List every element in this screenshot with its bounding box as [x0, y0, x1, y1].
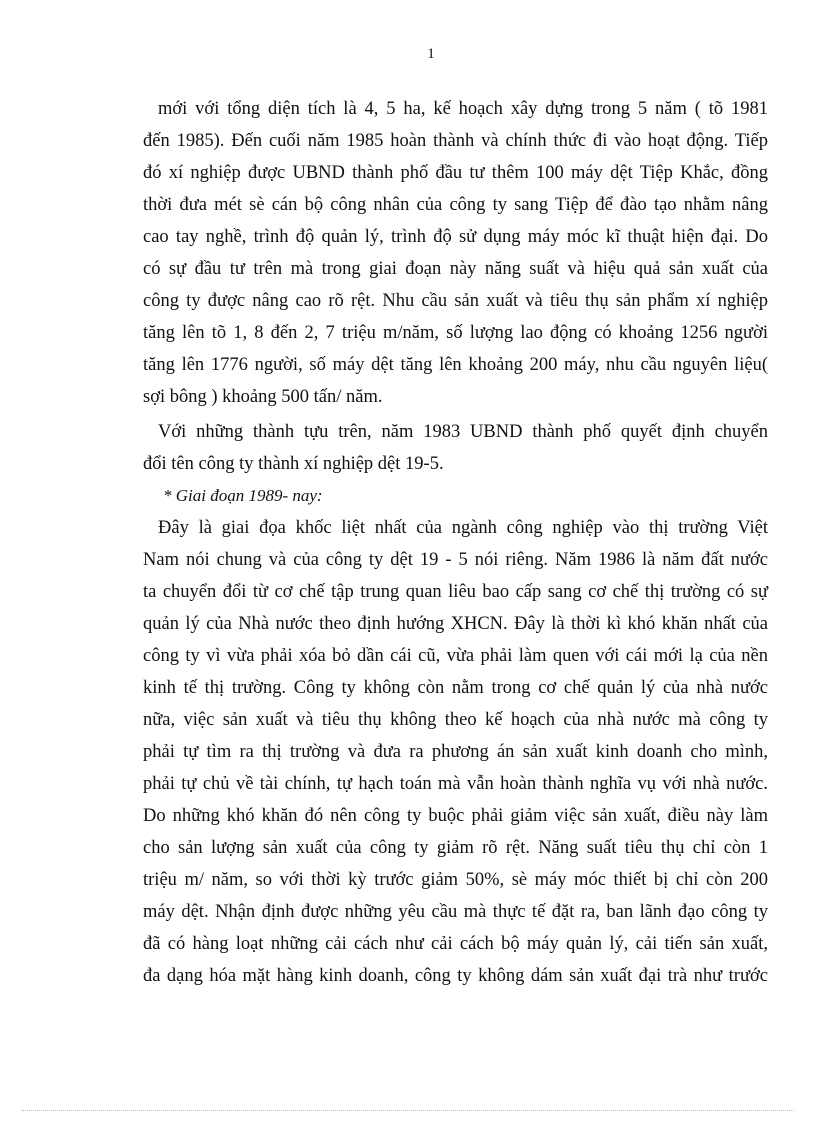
text-line: máy dệt. Nhận định được những yêu cầu mà thực tế đặt ra, ban lãnh đạo công ty [143, 902, 768, 922]
document-body [143, 93, 768, 992]
text-line: Nam nói chung và của công ty dệt 19 - 5 nói riêng. Năm 1986 là năm đất nước [143, 550, 768, 570]
text-line: Với những thành tựu trên, năm 1983 UBND thành phố quyết định chuyển [158, 422, 768, 442]
text-line: công ty được nâng cao rõ rệt. Nhu cầu sản xuất và tiêu thụ sản phẩm xí nghiệp [143, 291, 768, 311]
text-line: kinh tế thị trường. Công ty không còn nằm trong cơ chế quản lý của nhà nước [143, 678, 768, 698]
text-line: mới với tổng diện tích là 4, 5 ha, kế hoạch xây dựng trong 5 năm ( tõ 1981 [158, 99, 768, 119]
text-line: * Giai đoạn 1989- nay: [163, 486, 323, 505]
text-line: tăng lên 1776 người, số máy dệt tăng lên khoảng 200 máy, nhu cầu nguyên liệu( [143, 355, 768, 375]
paragraph [143, 93, 768, 413]
text-line: sợi bông ) khoảng 500 tấn/ năm. [143, 387, 383, 407]
text-line: công ty vì vừa phải xóa bỏ dần cái cũ, vừa phải làm quen với cái mới lạ của nền [143, 646, 768, 666]
page-bottom-divider [22, 1110, 794, 1111]
text-line: phải tự chủ về tài chính, tự hạch toán mà vẫn hoàn thành nghĩa vụ với nhà nước. [143, 774, 768, 794]
text-line: phải tự tìm ra thị trường và đưa ra phương án sản xuất kinh doanh cho mình, [143, 742, 768, 762]
text-line: Do những khó khăn đó nên công ty buộc phải giảm việc sản xuất, điều này làm [143, 806, 768, 826]
text-line: nữa, việc sản xuất và tiêu thụ không theo kế hoạch của nhà nước mà công ty [143, 710, 768, 730]
text-line: có sự đầu tư trên mà trong giai đoạn này năng suất và hiệu quả sản xuất của [143, 259, 768, 279]
text-line: cao tay nghề, trình độ quản lý, trình độ sử dụng máy móc kĩ thuật hiện đại. Do [143, 227, 768, 247]
text-line: quản lý của Nhà nước theo định hướng XHCN. Đây là thời kì khó khăn nhất của [143, 614, 768, 634]
paragraph [143, 512, 768, 992]
text-line: đổi tên công ty thành xí nghiệp dệt 19-5. [143, 454, 444, 474]
paragraph [143, 416, 768, 480]
text-line: đến 1985). Đến cuối năm 1985 hoàn thành và chính thức đi vào hoạt động. Tiếp [143, 131, 768, 151]
text-line: cho sản lượng sản xuất của công ty giảm rõ rệt. Năng suất tiêu thụ chỉ còn 1 [143, 838, 768, 858]
text-line: đó xí nghiệp được UBND thành phố đầu tư thêm 100 máy dệt Tiệp Khắc, đồng [143, 163, 768, 183]
text-line: đã có hàng loạt những cải cách như cải cách bộ máy quản lý, cải tiến sản xuất, [143, 934, 768, 954]
text-line: triệu m/ năm, so với thời kỳ trước giảm 50%, sè máy móc thiết bị chỉ còn 200 [143, 870, 768, 890]
page-number: 1 [427, 46, 435, 62]
text-line: đa dạng hóa mặt hàng kinh doanh, công ty không dám sản xuất đại trà như trước [143, 966, 768, 986]
text-line: ta chuyển đổi từ cơ chế tập trung quan liêu bao cấp sang cơ chế thị trường có sự [143, 582, 768, 602]
section-heading [143, 480, 768, 512]
text-line: thời đưa mét sè cán bộ công nhân của công ty sang Tiệp để đào tạo nhằm nâng [143, 195, 768, 215]
text-line: tăng lên tõ 1, 8 đến 2, 7 triệu m/năm, số lượng lao động có khoảng 1256 người [143, 323, 768, 343]
text-line: Đây là giai đọa khốc liệt nhất của ngành công nghiệp vào thị trường Việt [158, 518, 768, 538]
